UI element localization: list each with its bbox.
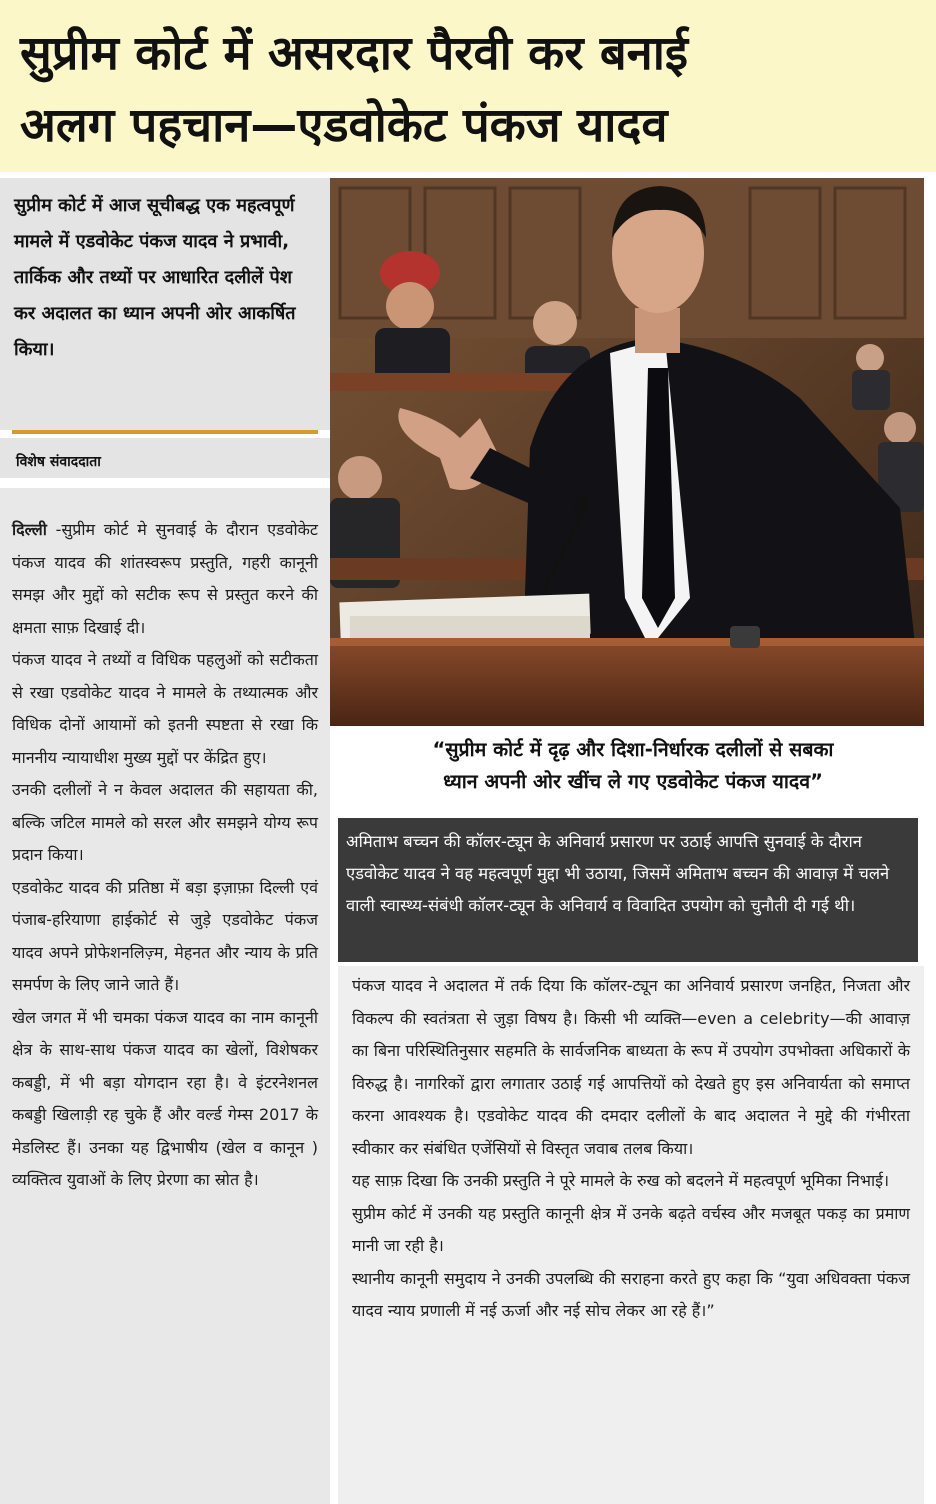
highlight-box — [338, 818, 918, 962]
article-paragraph: उनकी दलीलों ने न केवल अदालत की सहायता की, बल्कि जटिल मामले को सरल और समझने योग्य रूप प्रदान किया। — [12, 780, 318, 864]
article-paragraph: सुप्रीम कोर्ट में उनकी यह प्रस्तुति कानूनी क्षेत्र में उनके बढ़ते वर्चस्व और मजबूत पकड़ का प्रमाण मानी जा रही है। — [352, 1203, 910, 1255]
headline-line-2: अलग पहचान—एडवोकेट पंकज यादव — [20, 98, 668, 153]
divider-rule — [12, 430, 318, 434]
advocate-portrait-image — [330, 178, 924, 726]
article-paragraph — [12, 514, 318, 644]
lead-box — [0, 178, 330, 430]
dateline-place: दिल्ली — [12, 520, 47, 539]
highlight-paragraph: अमिताभ बच्चन की कॉलर-ट्यून के अनिवार्य प्रसारण पर उठाई आपत्ति सुनवाई के दौरान एडवोकेट यादव ने वह महत्वपूर्ण मुद्दा भी उठाया, जिसमें अमिताभ बच्चन की आवाज़ में चलने वाली स्वास्थ्य-संबंधी कॉलर-ट्यून के अनिवार्य व विवादित उपयोग को चुनौती दी गई थी। — [346, 832, 890, 915]
paragraph-text: -सुप्रीम कोर्ट मे सुनवाई के दौरान एडवोकेट पंकज यादव की शांतस्वरूप प्रस्तुति, गहरी कानूनी समझ और मुद्दों को सटीक रूप से प्रस्तुत करने की क्षमता साफ़ दिखाई दी। — [12, 520, 318, 637]
byline: विशेष संवाददाता — [0, 438, 330, 478]
article-paragraph: स्थानीय कानूनी समुदाय ने उनकी उपलब्धि की सराहना करते हुए कहा कि “युवा अधिवक्ता पंकज यादव न्याय प्रणाली में नई ऊर्जा और नई सोच लेकर आ रहे हैं।” — [352, 1268, 910, 1320]
left-column — [0, 178, 330, 1504]
article-paragraph: पंकज यादव ने अदालत में तर्क दिया कि कॉलर-ट्यून का अनिवार्य प्रसारण जनहित, निजता और विकल्प की स्वतंत्रता से जुड़ा विषय है। किसी भी व्यक्ति—even a celebrity—की आवाज़ का बिना परिस्थितिनुसार सहमति के सार्वजनिक बाध्यता के रूप में उपयोग उपभोक्ता अधिकारों के विरुद्ध है। नागरिकों द्वारा लगातार उठाई गई आपत्तियों को देखते हुए इस अनिवार्यता को समाप्त करना आवश्यक है। एडवोकेट यादव की दमदार दलीलों के बाद अदालत ने मुद्दे की गंभीरता स्वीकार कर संबंधित एजेंसियों से विस्तृत जवाब तलब किया। — [352, 976, 910, 1158]
article-paragraph: एडवोकेट यादव की प्रतिष्ठा में बड़ा इज़ाफ़ा दिल्ली एवं पंजाब-हरियाणा हाईकोर्ट से जुड़े एडवोकेट पंकज यादव अपने प्रोफेशनलिज़्म, मेहनत और न्याय के प्रति समर्पण के लिए जाने जाते हैं। — [12, 877, 318, 994]
left-article-body — [0, 488, 330, 1504]
headline-banner — [0, 0, 936, 172]
caption-line-1: “सुप्रीम कोर्ट में दृढ़ और दिशा-निर्धारक दलीलों से सबका — [432, 738, 834, 761]
article-paragraph: पंकज यादव ने तथ्यों व विधिक पहलुओं को सटीकता से रखा एडवोकेट यादव ने मामले के तथ्यात्मक और विधिक दोनों आयामों को इतनी स्पष्टता से रखा कि माननीय न्यायाधीश मुख्य मुद्दों पर केंद्रित हुए। — [12, 650, 318, 767]
photo-caption — [330, 726, 936, 804]
article-paragraph: खेल जगत में भी चमका पंकज यादव का नाम कानूनी क्षेत्र के साथ-साथ पंकज यादव का खेलों, विशेषकर कबड्डी, में भी बड़ा योगदान रहा है। वे इंटरनेशनल कबड्डी खिलाड़ी रह चुके हैं और वर्ल्ड गेम्स 2017 के मेडलिस्ट हैं। उनका यह द्विभाषीय (खेल व कानून ) व्यक्तित्व युवाओं के लिए प्रेरणा का स्रोत है। — [12, 1007, 318, 1189]
right-article-body — [338, 966, 924, 1504]
headline-line-1: सुप्रीम कोर्ट में असरदार पैरवी कर बनाई — [20, 26, 689, 81]
caption-line-2: ध्यान अपनी ओर खींच ले गए एडवोकेट पंकज यादव” — [443, 770, 823, 793]
courtroom-photo — [330, 178, 924, 726]
article-paragraph: यह साफ़ दिखा कि उनकी प्रस्तुति ने पूरे मामले के रुख को बदलने में महत्वपूर्ण भूमिका निभाई। — [352, 1171, 890, 1190]
lead-paragraph: सुप्रीम कोर्ट में आज सूचीबद्ध एक महत्वपूर्ण मामले में एडवोकेट पंकज यादव ने प्रभावी, तार्किक और तथ्यों पर आधारित दलीलें पेश कर अदालत का ध्यान अपनी ओर आकर्षित किया। — [14, 195, 296, 360]
